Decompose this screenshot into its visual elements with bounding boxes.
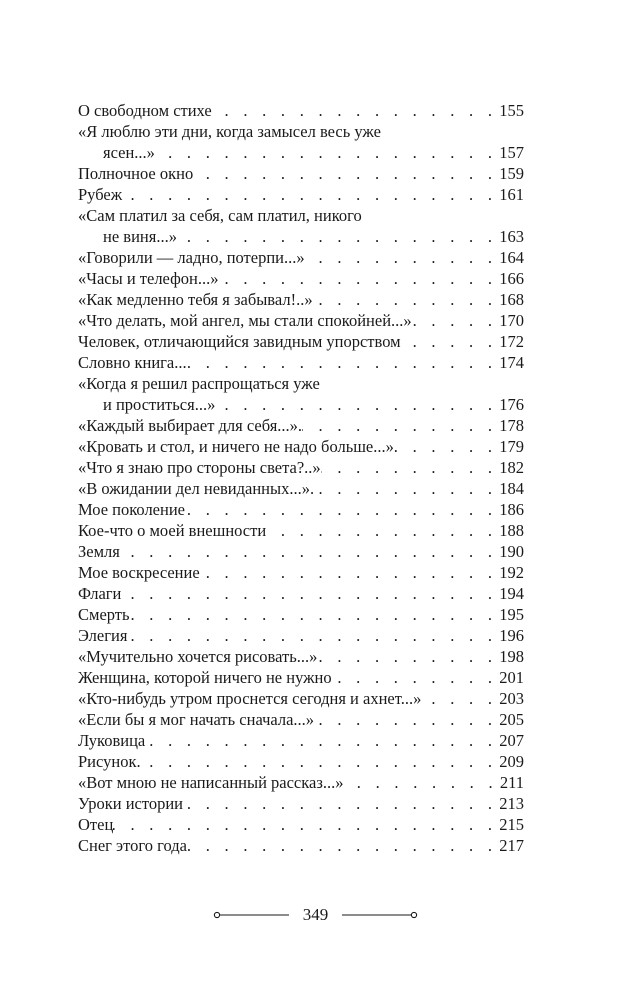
toc-entry xyxy=(78,268,524,289)
toc-entry-title: «Вот мною не написанный рассказ...» xyxy=(78,773,344,792)
toc-entry-title: Женщина, которой ничего не нужно xyxy=(78,668,332,687)
dot-leader xyxy=(200,562,500,583)
toc-entry xyxy=(78,457,524,478)
dot-leader xyxy=(266,520,499,541)
toc-entry-page: 195 xyxy=(499,605,524,624)
toc-entry-title: «Часы и телефон...» xyxy=(78,269,219,288)
toc-entry-title: Луковица xyxy=(78,731,146,750)
toc-entry-page: 174 xyxy=(499,353,524,372)
toc-entry-title: Отец xyxy=(78,815,114,834)
toc-entry-title: «В ожидании дел невиданных...». xyxy=(78,479,315,498)
dot-leader xyxy=(302,415,499,436)
dot-leader xyxy=(141,751,500,772)
toc-entry xyxy=(78,310,524,331)
dot-leader xyxy=(122,184,499,205)
dot-leader xyxy=(412,310,500,331)
toc-entry-page: 184 xyxy=(499,479,524,498)
toc-entry-page: 163 xyxy=(499,227,524,246)
toc-entry-page: 205 xyxy=(499,710,524,729)
toc-entry-page: 166 xyxy=(499,269,524,288)
toc-entry-title: Рубеж xyxy=(78,185,123,204)
toc-entry xyxy=(78,562,524,583)
ornament-right-icon xyxy=(342,908,418,922)
toc-entry-title: Флаги xyxy=(78,584,122,603)
toc-entry-page: 161 xyxy=(499,185,524,204)
toc-entry-title-line: «Я люблю эти дни, когда замысел весь уже xyxy=(78,122,381,141)
toc-entry-page: 196 xyxy=(499,626,524,645)
toc-entry xyxy=(78,793,524,814)
toc-entry xyxy=(78,814,524,835)
toc-entry xyxy=(78,184,524,205)
toc-entry-page: 194 xyxy=(499,584,524,603)
toc-entry-page: 182 xyxy=(499,458,524,477)
toc-entry-page: 209 xyxy=(499,752,524,771)
toc-entry xyxy=(78,352,524,373)
toc-entry-page: 170 xyxy=(499,311,524,330)
toc-entry-page: 172 xyxy=(499,332,524,351)
toc-entry-title: Мое воскресение xyxy=(78,563,200,582)
toc-entry-title: не виня...» xyxy=(103,227,177,246)
toc-entry-title: «Говорили — ладно, потерпи...» xyxy=(78,248,305,267)
toc-entry-title: «Кто-нибудь утром проснется сегодня и ахнет...» xyxy=(78,689,422,708)
dot-leader xyxy=(313,289,500,310)
toc-entry-page: 155 xyxy=(499,101,524,120)
dot-leader xyxy=(185,499,499,520)
toc-entry xyxy=(78,436,524,457)
toc-entry xyxy=(78,394,524,415)
toc-entry-page: 192 xyxy=(499,563,524,582)
toc-entry xyxy=(78,541,524,562)
dot-leader xyxy=(218,268,499,289)
toc-entry-page: 157 xyxy=(499,143,524,162)
toc-entry-title: и проститься...» xyxy=(103,395,216,414)
toc-entry-page: 159 xyxy=(499,164,524,183)
toc-entry xyxy=(78,604,524,625)
toc-entry xyxy=(78,226,524,247)
dot-leader xyxy=(332,667,500,688)
dot-leader xyxy=(314,478,499,499)
dot-leader xyxy=(127,625,499,646)
toc-entry-page: 215 xyxy=(499,815,524,834)
dot-leader xyxy=(343,772,499,793)
toc-entry xyxy=(78,331,524,352)
toc-entry xyxy=(78,688,524,709)
toc-entry-page: 201 xyxy=(499,668,524,687)
toc-entry-page: 211 xyxy=(499,773,524,792)
toc-entry-title: Словно книга... xyxy=(78,353,187,372)
toc-entry xyxy=(78,142,524,163)
toc-entry-title: «Что я знаю про стороны света?..» xyxy=(78,458,321,477)
toc-entry xyxy=(78,667,524,688)
toc-entry xyxy=(78,730,524,751)
toc-entry-page: 176 xyxy=(499,395,524,414)
toc-entry xyxy=(78,772,524,793)
toc-entry-title: «Как медленно тебя я забывал!..» xyxy=(78,290,313,309)
dot-leader xyxy=(177,226,499,247)
toc-entry-title: Земля xyxy=(78,542,120,561)
toc-entry xyxy=(78,709,524,730)
toc-entry-title: Полночное окно xyxy=(78,164,194,183)
dot-leader xyxy=(212,100,500,121)
toc-entry xyxy=(78,415,524,436)
toc-entry-page: 213 xyxy=(499,794,524,813)
toc-entry-title: Элегия xyxy=(78,626,128,645)
dot-leader xyxy=(215,394,499,415)
toc-entry xyxy=(78,100,524,121)
dot-leader xyxy=(145,730,499,751)
toc-entry-title: «Каждый выбирает для себя...». xyxy=(78,416,303,435)
toc-entry-title: «Если бы я мог начать сначала...» xyxy=(78,710,315,729)
toc-entry-title: Снег этого года xyxy=(78,836,187,855)
dot-leader xyxy=(314,709,499,730)
dot-leader xyxy=(421,688,499,709)
dot-leader xyxy=(187,835,499,856)
toc-entry-title: Мое поколение xyxy=(78,500,185,519)
toc-entry xyxy=(78,520,524,541)
toc-entry-page: 198 xyxy=(499,647,524,666)
toc-entry-title: ясен...» xyxy=(103,143,155,162)
toc-entry-title: «Мучительно хочется рисовать...» xyxy=(78,647,318,666)
toc-entry-title: Человек, отличающийся завидным упорством xyxy=(78,332,401,351)
toc-entry xyxy=(78,646,524,667)
dot-leader xyxy=(305,247,500,268)
dot-leader xyxy=(394,436,499,457)
toc-entry-page: 190 xyxy=(499,542,524,561)
toc-entry xyxy=(78,625,524,646)
toc-entry-page: 203 xyxy=(499,689,524,708)
toc-entry xyxy=(78,247,524,268)
ornament-left-icon xyxy=(213,908,289,922)
toc-entry-title: «Кровать и стол, и ничего не надо больше...» xyxy=(78,437,394,456)
toc-entry xyxy=(78,583,524,604)
toc-entry xyxy=(78,163,524,184)
toc-entry-title-line: «Когда я решил распрощаться уже xyxy=(78,374,320,393)
toc-entry-page: 217 xyxy=(499,836,524,855)
toc-entry-page: 188 xyxy=(499,521,524,540)
toc-entry-page: 164 xyxy=(499,248,524,267)
toc-entry-title-line: «Сам платил за себя, сам платил, никого xyxy=(78,206,362,225)
toc-entry xyxy=(78,499,524,520)
dot-leader xyxy=(401,331,500,352)
toc-entry-page: 168 xyxy=(499,290,524,309)
dot-leader xyxy=(113,814,499,835)
dot-leader xyxy=(121,583,499,604)
dot-leader xyxy=(130,604,500,625)
page-number: 349 xyxy=(302,905,329,924)
dot-leader xyxy=(187,352,500,373)
toc-entry-title: О свободном стихе xyxy=(78,101,212,120)
toc-entry-page: 207 xyxy=(499,731,524,750)
table-of-contents xyxy=(78,100,524,856)
dot-leader xyxy=(321,457,500,478)
toc-entry xyxy=(78,835,524,856)
dot-leader xyxy=(155,142,499,163)
toc-entry-page: 178 xyxy=(499,416,524,435)
toc-entry-title: Рисунок. xyxy=(78,752,141,771)
toc-entry-title: «Что делать, мой ангел, мы стали спокойней...» xyxy=(78,311,412,330)
page-footer xyxy=(0,900,631,930)
toc-entry-title: Кое-что о моей внешности xyxy=(78,521,267,540)
toc-entry xyxy=(78,478,524,499)
toc-entry xyxy=(78,751,524,772)
toc-entry-title: Смерть xyxy=(78,605,130,624)
toc-entry-page: 179 xyxy=(499,437,524,456)
dot-leader xyxy=(193,163,499,184)
dot-leader xyxy=(183,793,499,814)
toc-entry-title: Уроки истории xyxy=(78,794,184,813)
toc-entry xyxy=(78,289,524,310)
dot-leader xyxy=(120,541,499,562)
toc-entry-page: 186 xyxy=(499,500,524,519)
dot-leader xyxy=(317,646,499,667)
